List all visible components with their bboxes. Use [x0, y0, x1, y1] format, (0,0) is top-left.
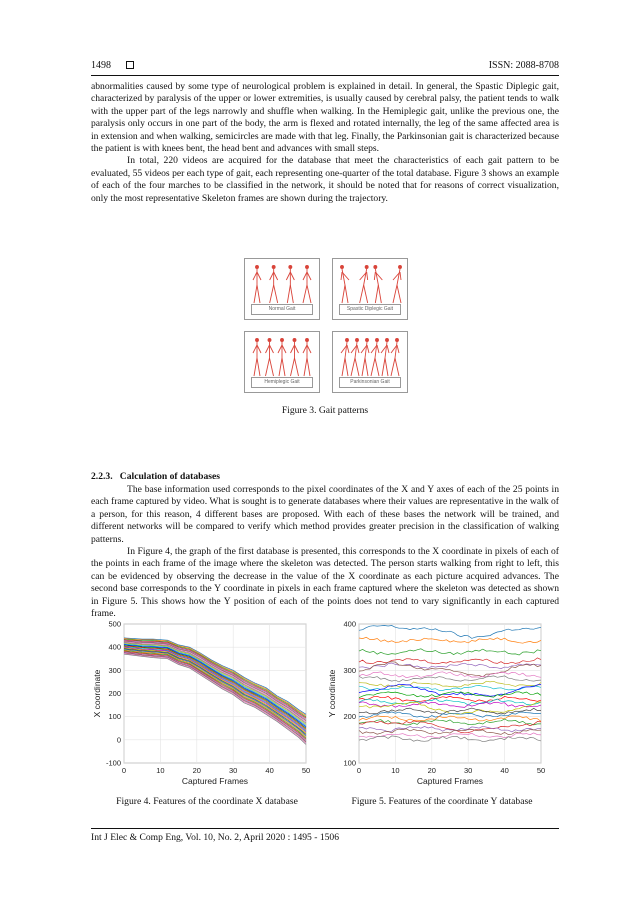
panel-label: Hemiplegic Gait	[251, 377, 313, 388]
gait-panel-parkinsonian	[332, 331, 408, 393]
y-tick-label: 400	[108, 642, 121, 652]
running-footer: Int J Elec & Comp Eng, Vol. 10, No. 2, April 2020 : 1495 - 1506	[91, 832, 340, 843]
gait-panel-normal	[244, 258, 320, 320]
body-text-mid	[91, 484, 559, 620]
figure-3-caption: Figure 3. Gait patterns	[281, 405, 369, 416]
y-tick-label: 0	[116, 735, 121, 745]
y-tick-label: -100	[105, 758, 121, 768]
y-tick-label: 200	[343, 712, 356, 722]
skeleton-figure	[245, 332, 319, 382]
paragraph: In total, 220 videos are acquired for the database that meet the characteristics of each gait pattern to be evaluated, 55 videos per each type of gait, each representing one-quarter of the total database. Figure 3 shows an example of each of the four marches to be classified in the network, it should be noted that for reasons of correct visualization, only the most representative Skeleton frames are shown during the trajectory.	[91, 155, 559, 204]
x-tick-label: 0	[356, 766, 362, 775]
x-tick-label: 0	[121, 766, 127, 775]
x-tick-label: 10	[391, 766, 400, 775]
section-number: 2.2.3.	[91, 471, 113, 482]
skeleton-figure	[333, 259, 407, 309]
running-header	[91, 60, 559, 74]
x-tick-label: 40	[265, 766, 274, 775]
chart-y-svg	[326, 618, 558, 788]
paragraph: The base information used corresponds to the pixel coordinates of the X and Y axes of each of the 25 points in each frame captured by video. What is sought is to generate databases where their values are representative in the walk of a person, for this reason, 4 different bases are proposed. With each of these bases the network will be trained, and different networks will be compared to verify which method provides greater precision in the classification of walking patterns.	[91, 484, 559, 545]
footer-rule	[91, 828, 559, 829]
skeleton-pose	[253, 339, 261, 377]
skeleton-pose	[374, 266, 383, 304]
skeleton-pose	[381, 339, 389, 377]
skeleton-pose	[351, 339, 359, 377]
gait-panel-spastic-diplegic	[332, 258, 408, 320]
skeleton-pose	[303, 266, 311, 304]
skeleton-pose	[360, 266, 369, 304]
x-tick-label: 30	[464, 766, 473, 775]
skeleton-figure	[245, 259, 319, 309]
chart-x-coordinate	[91, 618, 323, 788]
page-number: 1498	[91, 60, 111, 71]
x-tick-label: 50	[536, 766, 546, 775]
x-tick-label: 10	[156, 766, 165, 775]
y-axis-label: X coordinate	[92, 669, 102, 718]
header-rule	[91, 75, 559, 76]
x-tick-label: 40	[500, 766, 509, 775]
y-tick-label: 100	[108, 712, 121, 722]
section-title: Calculation of databases	[119, 471, 221, 482]
skeleton-pose	[270, 266, 278, 304]
paragraph: abnormalities caused by some type of neurological problem is explained in detail. In general, the Spastic Diplegic gait, characterized by paralysis of the upper or lower extremities, is usually caused by cerebral palsy, the patient tends to walk with the upper part of the legs narrowly and shuffle when walking. In the Hemiplegic gait, unlike the previous one, the paralysis only occurs in one part of the body, the arm is flexed and rotated internally, the leg of the same affected area is in extension and when walking, semicircles are made with that leg. Finally, the Parkinsonian gait is characterized because the patient is with knees bent, the head bent and advances with small steps.	[91, 81, 559, 155]
skeleton-figure	[333, 332, 407, 382]
y-tick-label: 300	[108, 665, 121, 675]
y-tick-label: 500	[108, 619, 121, 629]
skeleton-pose	[341, 266, 350, 304]
y-tick-label: 100	[343, 758, 356, 768]
y-axis-label: Y coordinate	[327, 669, 337, 718]
body-text-top	[91, 81, 559, 205]
panel-label: Spastic Diplegic Gait	[339, 304, 401, 315]
skeleton-pose	[286, 266, 294, 304]
chart-y-coordinate	[326, 618, 558, 788]
figure-5-caption: Figure 5. Features of the coordinate Y database	[351, 796, 533, 807]
issn: ISSN: 2088-8708	[488, 60, 559, 71]
skeleton-pose	[393, 266, 402, 304]
skeleton-pose	[291, 339, 299, 377]
skeleton-pose	[266, 339, 274, 377]
skeleton-pose	[371, 339, 379, 377]
x-tick-label: 50	[301, 766, 311, 775]
x-tick-label: 20	[427, 766, 436, 775]
y-tick-label: 400	[343, 619, 356, 629]
panel-label: Normal Gait	[251, 304, 313, 315]
x-tick-label: 30	[229, 766, 238, 775]
gait-panel-hemiplegic	[244, 331, 320, 393]
chart-x-svg	[91, 618, 323, 788]
skeleton-pose	[341, 339, 349, 377]
plot-area	[359, 624, 541, 763]
x-axis-label: Captured Frames	[416, 776, 484, 786]
x-axis-label: Captured Frames	[181, 776, 249, 786]
panel-label: Parkinsonian Gait	[339, 377, 401, 388]
x-tick-label: 20	[192, 766, 201, 775]
skeleton-pose	[303, 339, 311, 377]
figure-3	[244, 258, 408, 394]
paragraph: In Figure 4, the graph of the first database is presented, this corresponds to the X coordinate in pixels of each of the points in each frame of the image where the skeleton was detected. The person starts walking from right to left, this can be evidenced by observing the decrease in the value of the X coordinate as each picture acquired advances. The second base corresponds to the Y coordinate in pixels in each frame captured where the skeleton was detected as shown in Figure 5. This shows how the Y position of each of the points does not tend to vary significantly in each captured frame.	[91, 546, 559, 620]
section-heading	[91, 471, 220, 482]
skeleton-pose	[391, 339, 399, 377]
skeleton-pose	[361, 339, 369, 377]
y-tick-label: 200	[108, 689, 121, 698]
figure-4-caption: Figure 4. Features of the coordinate X database	[116, 796, 298, 807]
checkbox-square-icon	[126, 61, 134, 69]
skeleton-pose	[253, 266, 261, 304]
skeleton-pose	[278, 339, 286, 377]
y-tick-label: 300	[343, 665, 356, 675]
